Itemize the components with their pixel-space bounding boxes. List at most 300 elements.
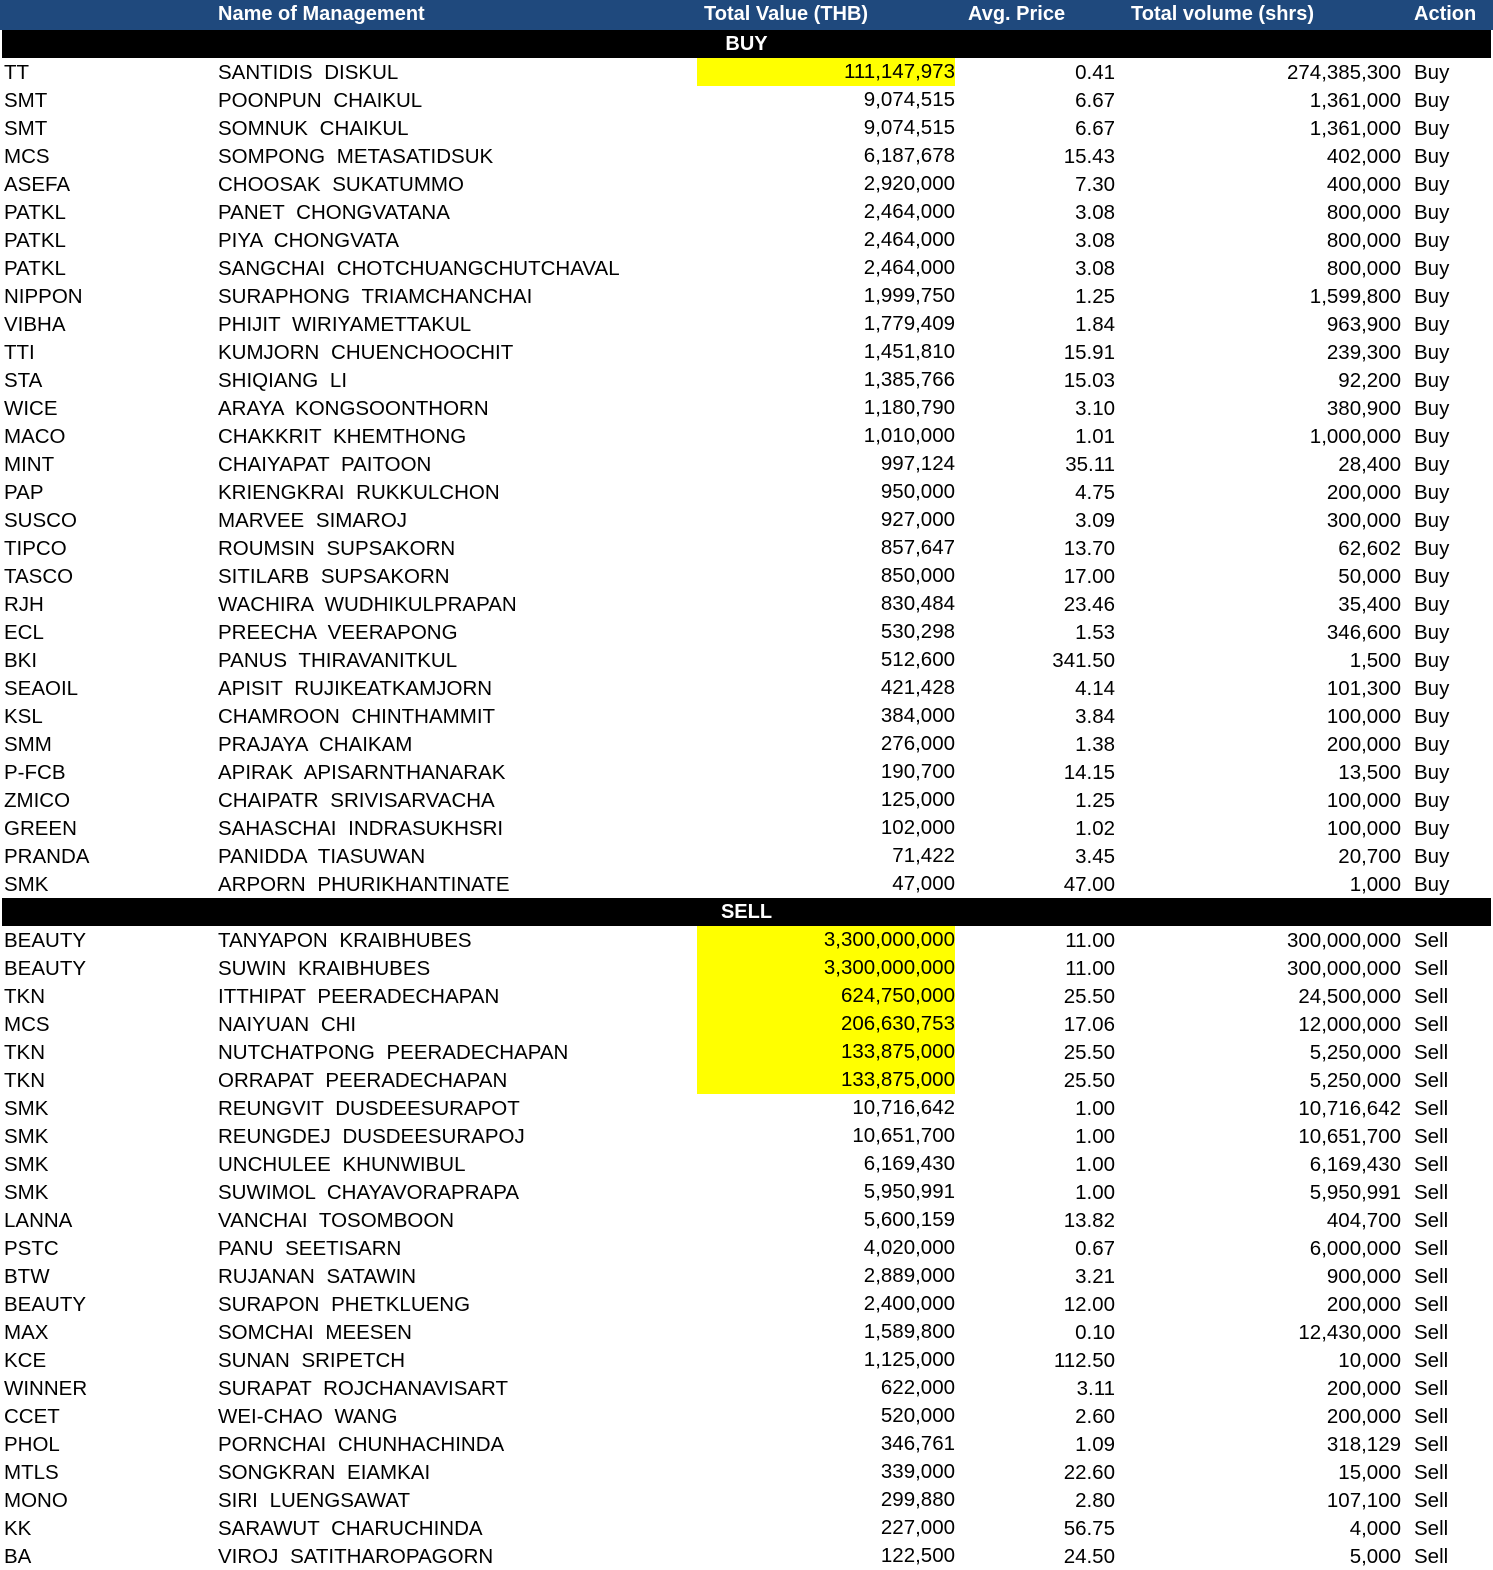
cell-name: MARVEE SIMAROJ [218, 509, 408, 532]
cell-avg-price: 1.38 [1075, 733, 1115, 756]
cell-total-volume: 400,000 [1326, 173, 1401, 196]
table-row [0, 1458, 1493, 1486]
table-row [0, 198, 1493, 226]
cell-action: Buy [1414, 733, 1450, 756]
cell-ticker: MCS [4, 145, 50, 168]
cell-total-volume: 404,700 [1326, 1209, 1401, 1232]
header-name: Name of Management [218, 3, 425, 25]
cell-total-volume: 5,250,000 [1309, 1069, 1401, 1092]
table-row [0, 1038, 1493, 1066]
cell-action: Sell [1414, 1041, 1449, 1064]
cell-ticker: SEAOIL [4, 677, 79, 700]
cell-ticker: WICE [4, 397, 58, 420]
table-row [0, 394, 1493, 422]
cell-ticker: BTW [4, 1265, 50, 1288]
cell-ticker: SUSCO [4, 509, 77, 532]
table-row [0, 1514, 1493, 1542]
table-row [0, 590, 1493, 618]
cell-ticker: SMK [4, 1097, 49, 1120]
cell-action: Buy [1414, 173, 1450, 196]
table-row [0, 226, 1493, 254]
table-row [0, 1374, 1493, 1402]
cell-action: Sell [1414, 1013, 1449, 1036]
cell-name: CHOOSAK SUKATUMMO [218, 173, 464, 196]
table-row [0, 1318, 1493, 1346]
cell-action: Buy [1414, 257, 1450, 280]
cell-ticker: KSL [4, 705, 43, 728]
header-avg-price: Avg. Price [968, 3, 1066, 25]
table-row [0, 954, 1493, 982]
table-row [0, 786, 1493, 814]
cell-ticker: TIPCO [4, 537, 67, 560]
cell-total-value: 3,300,000,000 [697, 926, 955, 954]
cell-action: Sell [1414, 957, 1449, 980]
cell-name: PANUS THIRAVANITKUL [218, 649, 458, 672]
cell-ticker: TKN [4, 985, 45, 1008]
cell-avg-price: 3.45 [1075, 845, 1115, 868]
cell-ticker: ASEFA [4, 173, 71, 196]
cell-total-value: 421,428 [880, 676, 955, 699]
cell-avg-price: 14.15 [1063, 761, 1115, 784]
cell-total-volume: 100,000 [1326, 789, 1401, 812]
cell-ticker: GREEN [4, 817, 77, 840]
cell-name: SUWIN KRAIBHUBES [218, 957, 431, 980]
cell-total-volume: 200,000 [1326, 1405, 1401, 1428]
cell-total-volume: 12,430,000 [1298, 1321, 1401, 1344]
cell-avg-price: 15.43 [1063, 145, 1115, 168]
cell-action: Buy [1414, 201, 1450, 224]
cell-action: Buy [1414, 397, 1450, 420]
cell-name: PANIDDA TIASUWAN [218, 845, 426, 868]
cell-total-value: 622,000 [880, 1376, 955, 1399]
cell-ticker: SMT [4, 89, 48, 112]
cell-ticker: BEAUTY [4, 929, 87, 952]
cell-name: SURAPHONG TRIAMCHANCHAI [218, 285, 533, 308]
cell-ticker: CCET [4, 1405, 60, 1428]
cell-name: ARPORN PHURIKHANTINATE [218, 873, 510, 896]
cell-avg-price: 1.25 [1075, 789, 1115, 812]
cell-total-value: 2,464,000 [863, 200, 955, 223]
cell-ticker: MCS [4, 1013, 50, 1036]
cell-total-value: 299,880 [880, 1488, 955, 1511]
cell-name: SARAWUT CHARUCHINDA [218, 1517, 483, 1540]
cell-total-volume: 5,250,000 [1309, 1041, 1401, 1064]
cell-avg-price: 1.84 [1075, 313, 1115, 336]
cell-avg-price: 1.00 [1075, 1153, 1115, 1176]
table-row [0, 674, 1493, 702]
table-row [0, 58, 1493, 86]
cell-total-value: 530,298 [880, 620, 955, 643]
cell-action: Buy [1414, 537, 1450, 560]
cell-action: Sell [1414, 1125, 1449, 1148]
cell-action: Buy [1414, 117, 1450, 140]
cell-action: Sell [1414, 929, 1449, 952]
cell-ticker: PHOL [4, 1433, 60, 1456]
cell-name: PREECHA VEERAPONG [218, 621, 458, 644]
cell-ticker: BKI [4, 649, 38, 672]
cell-avg-price: 15.03 [1063, 369, 1115, 392]
cell-avg-price: 3.09 [1075, 509, 1115, 532]
cell-avg-price: 11.00 [1065, 929, 1115, 952]
header-total-value: Total Value (THB) [704, 3, 869, 25]
cell-name: PHIJIT WIRIYAMETTAKUL [218, 313, 472, 336]
cell-total-value: 6,187,678 [863, 144, 955, 167]
cell-action: Sell [1414, 1489, 1449, 1512]
cell-action: Sell [1414, 1181, 1449, 1204]
cell-action: Sell [1414, 1405, 1449, 1428]
cell-action: Buy [1414, 761, 1450, 784]
cell-ticker: ECL [4, 621, 44, 644]
table-row [0, 114, 1493, 142]
cell-action: Sell [1414, 1321, 1449, 1344]
cell-ticker: RJH [4, 593, 44, 616]
cell-total-volume: 13,500 [1338, 761, 1401, 784]
section-buy: BUY [2, 30, 1491, 58]
cell-ticker: WINNER [4, 1377, 88, 1400]
cell-name: SOMNUK CHAIKUL [218, 117, 409, 140]
cell-total-value: 47,000 [892, 872, 955, 895]
cell-action: Buy [1414, 845, 1450, 868]
cell-ticker: SMK [4, 1125, 49, 1148]
cell-total-value: 276,000 [880, 732, 955, 755]
table-row [0, 1262, 1493, 1290]
cell-avg-price: 341.50 [1052, 649, 1115, 672]
cell-ticker: ZMICO [4, 789, 71, 812]
table-row [0, 730, 1493, 758]
cell-total-volume: 1,000 [1349, 873, 1401, 896]
cell-ticker: SMK [4, 1153, 49, 1176]
cell-total-volume: 107,100 [1326, 1489, 1401, 1512]
cell-action: Buy [1414, 705, 1450, 728]
table-row [0, 1290, 1493, 1318]
cell-ticker: SMK [4, 873, 49, 896]
cell-total-value: 1,589,800 [863, 1320, 955, 1343]
cell-total-value: 5,950,991 [863, 1180, 955, 1203]
table-row [0, 478, 1493, 506]
cell-ticker: TT [4, 61, 30, 84]
cell-total-value: 1,010,000 [863, 424, 955, 447]
cell-name: SIRI LUENGSAWAT [218, 1489, 411, 1512]
cell-total-value: 1,999,750 [863, 284, 955, 307]
cell-action: Buy [1414, 453, 1450, 476]
cell-total-volume: 6,169,430 [1309, 1153, 1401, 1176]
cell-total-value: 10,716,642 [852, 1096, 955, 1119]
cell-name: PRAJAYA CHAIKAM [218, 733, 413, 756]
cell-avg-price: 1.00 [1075, 1181, 1115, 1204]
cell-avg-price: 4.14 [1075, 677, 1115, 700]
cell-name: CHAIPATR SRIVISARVACHA [218, 789, 495, 812]
cell-ticker: MONO [4, 1489, 68, 1512]
cell-total-value: 9,074,515 [863, 116, 955, 139]
cell-avg-price: 2.60 [1075, 1405, 1115, 1428]
cell-avg-price: 25.50 [1063, 1069, 1115, 1092]
cell-total-value: 830,484 [880, 592, 955, 615]
cell-total-value: 850,000 [880, 564, 955, 587]
cell-avg-price: 13.70 [1063, 537, 1115, 560]
cell-name: SONGKRAN EIAMKAI [218, 1461, 431, 1484]
cell-avg-price: 3.21 [1075, 1265, 1115, 1288]
cell-avg-price: 7.30 [1075, 173, 1115, 196]
cell-avg-price: 3.10 [1075, 397, 1115, 420]
cell-name: WEI-CHAO WANG [218, 1405, 398, 1428]
table-row [0, 646, 1493, 674]
cell-avg-price: 3.84 [1075, 705, 1115, 728]
cell-name: ORRAPAT PEERADECHAPAN [218, 1069, 508, 1092]
cell-total-volume: 200,000 [1326, 1293, 1401, 1316]
table-row [0, 450, 1493, 478]
table-row [0, 310, 1493, 338]
cell-total-volume: 5,950,991 [1309, 1181, 1401, 1204]
cell-action: Buy [1414, 425, 1450, 448]
table-row [0, 506, 1493, 534]
cell-action: Sell [1414, 1237, 1449, 1260]
cell-total-value: 1,125,000 [863, 1348, 955, 1371]
cell-action: Buy [1414, 621, 1450, 644]
cell-name: SANTIDIS DISKUL [218, 61, 399, 84]
cell-total-volume: 900,000 [1326, 1265, 1401, 1288]
cell-total-value: 512,600 [880, 648, 955, 671]
cell-name: NAIYUAN CHI [218, 1013, 357, 1036]
cell-total-volume: 800,000 [1326, 201, 1401, 224]
cell-total-value: 346,761 [880, 1432, 955, 1455]
cell-avg-price: 0.41 [1075, 61, 1115, 84]
cell-action: Sell [1414, 985, 1449, 1008]
cell-name: CHAMROON CHINTHAMMIT [218, 705, 496, 728]
table-row [0, 534, 1493, 562]
cell-avg-price: 3.11 [1076, 1377, 1115, 1400]
cell-ticker: KCE [4, 1349, 47, 1372]
cell-total-value: 206,630,753 [697, 1010, 955, 1038]
cell-ticker: PATKL [4, 201, 66, 224]
cell-total-volume: 1,361,000 [1309, 117, 1401, 140]
table-row [0, 282, 1493, 310]
table-row [0, 254, 1493, 282]
buy-rows [0, 58, 1493, 898]
cell-avg-price: 1.00 [1075, 1125, 1115, 1148]
table-row [0, 1234, 1493, 1262]
cell-total-value: 133,875,000 [697, 1066, 955, 1094]
cell-avg-price: 1.09 [1075, 1433, 1115, 1456]
cell-action: Buy [1414, 285, 1450, 308]
cell-avg-price: 22.60 [1063, 1461, 1115, 1484]
cell-total-value: 4,020,000 [863, 1236, 955, 1259]
cell-total-volume: 10,000 [1338, 1349, 1401, 1372]
cell-ticker: TKN [4, 1069, 45, 1092]
cell-ticker: SMK [4, 1181, 49, 1204]
cell-action: Buy [1414, 481, 1450, 504]
cell-total-volume: 28,400 [1338, 453, 1401, 476]
cell-total-volume: 1,000,000 [1309, 425, 1401, 448]
cell-avg-price: 3.08 [1075, 201, 1115, 224]
cell-avg-price: 4.75 [1075, 481, 1115, 504]
cell-total-volume: 35,400 [1338, 593, 1401, 616]
table-row [0, 1402, 1493, 1430]
table-row [0, 1346, 1493, 1374]
cell-name: CHAKKRIT KHEMTHONG [218, 425, 467, 448]
cell-action: Buy [1414, 677, 1450, 700]
cell-total-value: 384,000 [880, 704, 955, 727]
cell-action: Sell [1414, 1517, 1449, 1540]
table-row [0, 758, 1493, 786]
table-row [0, 842, 1493, 870]
cell-ticker: P-FCB [4, 761, 66, 784]
cell-total-value: 125,000 [880, 788, 955, 811]
cell-ticker: SMT [4, 117, 48, 140]
cell-ticker: PRANDA [4, 845, 90, 868]
cell-avg-price: 1.00 [1075, 1097, 1115, 1120]
cell-action: Sell [1414, 1265, 1449, 1288]
cell-total-volume: 300,000,000 [1286, 929, 1401, 952]
cell-ticker: STA [4, 369, 43, 392]
cell-avg-price: 25.50 [1063, 1041, 1115, 1064]
cell-action: Sell [1414, 1153, 1449, 1176]
cell-action: Buy [1414, 229, 1450, 252]
cell-total-volume: 318,129 [1326, 1433, 1401, 1456]
cell-total-value: 1,451,810 [863, 340, 955, 363]
cell-avg-price: 13.82 [1063, 1209, 1115, 1232]
cell-total-volume: 100,000 [1326, 817, 1401, 840]
cell-action: Sell [1414, 1433, 1449, 1456]
cell-avg-price: 112.50 [1053, 1349, 1115, 1372]
cell-total-value: 10,651,700 [852, 1124, 955, 1147]
cell-action: Sell [1414, 1461, 1449, 1484]
cell-action: Sell [1414, 1097, 1449, 1120]
cell-action: Buy [1414, 873, 1450, 896]
cell-avg-price: 12.00 [1063, 1293, 1115, 1316]
cell-name: ROUMSIN SUPSAKORN [218, 537, 456, 560]
cell-total-volume: 1,500 [1349, 649, 1401, 672]
table-row [0, 618, 1493, 646]
cell-name: ITTHIPAT PEERADECHAPAN [218, 985, 500, 1008]
cell-total-volume: 200,000 [1326, 1377, 1401, 1400]
cell-total-volume: 20,700 [1338, 845, 1401, 868]
cell-total-value: 1,779,409 [863, 312, 955, 335]
cell-action: Sell [1414, 1545, 1449, 1568]
cell-action: Sell [1414, 1377, 1449, 1400]
cell-avg-price: 47.00 [1063, 873, 1115, 896]
cell-avg-price: 0.67 [1075, 1237, 1115, 1260]
cell-total-value: 6,169,430 [863, 1152, 955, 1175]
cell-name: NUTCHATPONG PEERADECHAPAN [218, 1041, 569, 1064]
table-row [0, 1122, 1493, 1150]
cell-total-volume: 4,000 [1349, 1517, 1401, 1540]
table-row [0, 1066, 1493, 1094]
cell-total-value: 2,400,000 [863, 1292, 955, 1315]
cell-ticker: MAX [4, 1321, 49, 1344]
cell-total-value: 9,074,515 [863, 88, 955, 111]
cell-total-value: 227,000 [880, 1516, 955, 1539]
cell-name: CHAIYAPAT PAITOON [218, 453, 432, 476]
cell-avg-price: 3.08 [1075, 229, 1115, 252]
cell-total-value: 2,464,000 [863, 228, 955, 251]
cell-total-value: 2,920,000 [863, 172, 955, 195]
cell-name: KUMJORN CHUENCHOOCHIT [218, 341, 514, 364]
cell-action: Buy [1414, 817, 1450, 840]
cell-ticker: MACO [4, 425, 66, 448]
cell-name: RUJANAN SATAWIN [218, 1265, 417, 1288]
cell-ticker: BEAUTY [4, 1293, 87, 1316]
cell-action: Buy [1414, 509, 1450, 532]
table-row [0, 142, 1493, 170]
cell-action: Buy [1414, 145, 1450, 168]
cell-total-value: 339,000 [880, 1460, 955, 1483]
table-header [0, 0, 1493, 30]
cell-total-volume: 92,200 [1338, 369, 1401, 392]
cell-name: KRIENGKRAI RUKKULCHON [218, 481, 500, 504]
header-action: Action [1414, 3, 1477, 25]
cell-ticker: TTI [4, 341, 35, 364]
cell-name: UNCHULEE KHUNWIBUL [218, 1153, 466, 1176]
cell-total-volume: 963,900 [1326, 313, 1401, 336]
sell-rows [0, 926, 1493, 1570]
cell-total-volume: 24,500,000 [1298, 985, 1401, 1008]
cell-name: PIYA CHONGVATA [218, 229, 400, 252]
cell-total-volume: 10,716,642 [1298, 1097, 1401, 1120]
cell-total-value: 997,124 [880, 452, 955, 475]
cell-avg-price: 23.46 [1063, 593, 1115, 616]
cell-name: SUWIMOL CHAYAVORAPRAPA [218, 1181, 520, 1204]
table-row [0, 1486, 1493, 1514]
cell-ticker: MTLS [4, 1461, 59, 1484]
cell-name: PANU SEETISARN [218, 1237, 402, 1260]
cell-action: Buy [1414, 61, 1450, 84]
cell-action: Buy [1414, 593, 1450, 616]
cell-name: SAHASCHAI INDRASUKHSRI [218, 817, 504, 840]
cell-ticker: PATKL [4, 229, 66, 252]
table-row [0, 1206, 1493, 1234]
cell-total-volume: 380,900 [1326, 397, 1401, 420]
table-row [0, 926, 1493, 954]
section-sell: SELL [2, 898, 1491, 926]
table-row [0, 814, 1493, 842]
cell-name: REUNGVIT DUSDEESURAPOT [218, 1097, 520, 1120]
cell-action: Sell [1414, 1349, 1449, 1372]
cell-total-value: 122,500 [880, 1544, 955, 1567]
cell-action: Buy [1414, 369, 1450, 392]
cell-total-volume: 300,000 [1326, 509, 1401, 532]
cell-avg-price: 6.67 [1075, 89, 1115, 112]
cell-total-volume: 346,600 [1326, 621, 1401, 644]
table-row [0, 1010, 1493, 1038]
cell-total-volume: 300,000,000 [1286, 957, 1401, 980]
cell-total-value: 71,422 [892, 844, 955, 867]
cell-name: SOMCHAI MEESEN [218, 1321, 412, 1344]
cell-avg-price: 6.67 [1075, 117, 1115, 140]
cell-name: APISIT RUJIKEATKAMJORN [218, 677, 493, 700]
cell-total-value: 857,647 [880, 536, 955, 559]
cell-total-value: 2,464,000 [863, 256, 955, 279]
cell-name: REUNGDEJ DUSDEESURAPOJ [218, 1125, 525, 1148]
cell-avg-price: 17.06 [1063, 1013, 1115, 1036]
cell-name: SOMPONG METASATIDSUK [218, 145, 494, 168]
cell-total-volume: 62,602 [1338, 537, 1401, 560]
cell-name: TANYAPON KRAIBHUBES [218, 929, 472, 952]
cell-action: Buy [1414, 565, 1450, 588]
cell-total-volume: 15,000 [1338, 1461, 1401, 1484]
cell-total-volume: 239,300 [1326, 341, 1401, 364]
cell-total-value: 2,889,000 [863, 1264, 955, 1287]
cell-action: Buy [1414, 89, 1450, 112]
cell-avg-price: 24.50 [1063, 1545, 1115, 1568]
cell-action: Buy [1414, 313, 1450, 336]
cell-total-value: 520,000 [880, 1404, 955, 1427]
cell-avg-price: 25.50 [1063, 985, 1115, 1008]
cell-name: SITILARB SUPSAKORN [218, 565, 450, 588]
cell-avg-price: 1.25 [1075, 285, 1115, 308]
table-row [0, 702, 1493, 730]
cell-avg-price: 1.01 [1075, 425, 1115, 448]
cell-total-value: 950,000 [880, 480, 955, 503]
